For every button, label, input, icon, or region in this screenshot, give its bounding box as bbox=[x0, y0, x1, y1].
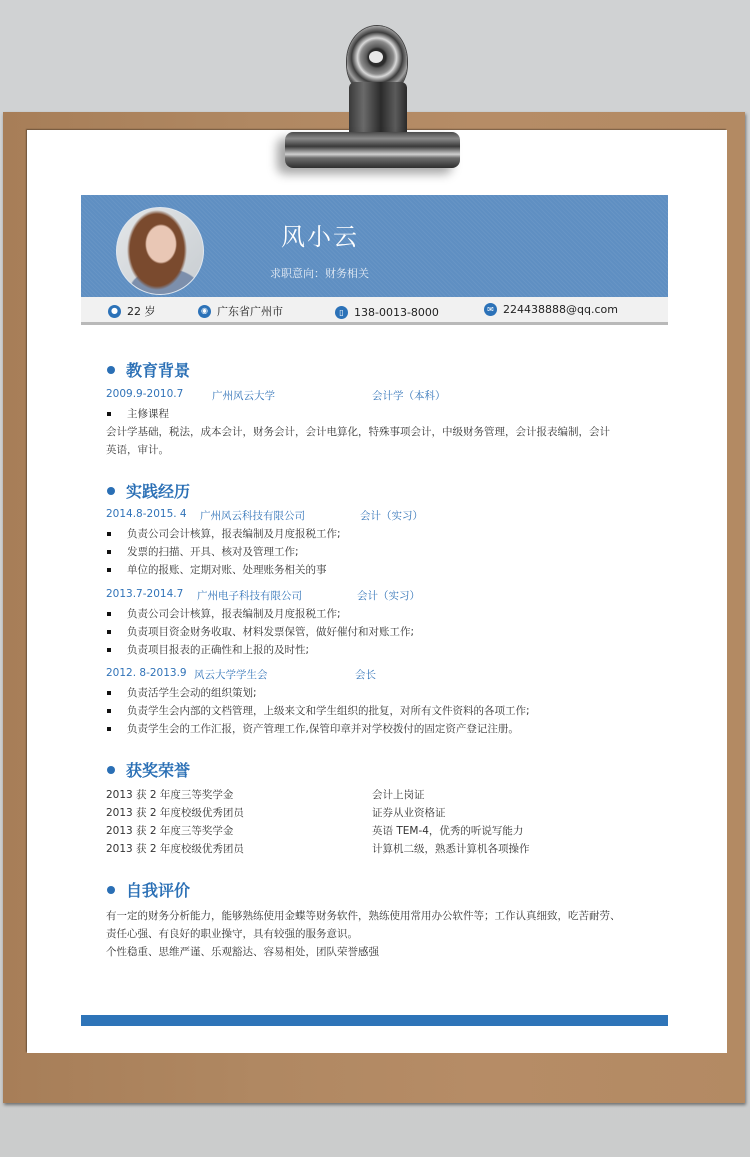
award-left: 2013 获 2 年度校级优秀团员 bbox=[106, 807, 244, 819]
section-title-self-eval bbox=[107, 878, 190, 901]
experience-role: 会计（实习） bbox=[360, 510, 423, 522]
email-info bbox=[484, 303, 618, 316]
age-info bbox=[108, 303, 156, 319]
experience-period: 2013.7-2014.7 bbox=[106, 588, 184, 600]
list-item bbox=[106, 526, 341, 541]
list-item bbox=[106, 642, 309, 657]
square-bullet-icon bbox=[107, 550, 111, 554]
experience-role: 会长 bbox=[355, 669, 376, 681]
resume-header bbox=[81, 195, 668, 297]
location-text: 广东省广州市 bbox=[217, 305, 283, 318]
person-icon: ● bbox=[108, 305, 121, 318]
bullet-text: 负责公司会计核算，报表编制及月度报税工作; bbox=[127, 608, 341, 620]
bullet-text: 负责项目资金财务收取、材料发票保管，做好催付和对账工作; bbox=[127, 626, 415, 638]
square-bullet-icon bbox=[107, 709, 111, 713]
square-bullet-icon bbox=[107, 532, 111, 536]
mail-icon: ✉ bbox=[484, 303, 497, 316]
binder-clip-icon bbox=[285, 24, 460, 172]
section-title-awards bbox=[107, 758, 190, 781]
list-item bbox=[106, 624, 414, 639]
square-bullet-icon bbox=[107, 630, 111, 634]
bullet-text: 负责项目报表的正确性和上报的及时性; bbox=[127, 644, 310, 656]
section-title-text: 教育背景 bbox=[126, 361, 191, 380]
courses-line-1: 会计学基础，税法，成本会计，财务会计，会计电算化，特殊事项会计，中级财务管理，会计报表编制，会计 bbox=[106, 426, 610, 438]
list-item bbox=[106, 721, 519, 736]
list-item bbox=[106, 562, 327, 577]
list-item bbox=[106, 406, 169, 421]
experience-org: 风云大学学生会 bbox=[194, 669, 268, 681]
award-left: 2013 获 2 年度校级优秀团员 bbox=[106, 843, 244, 855]
education-school: 广州风云大学 bbox=[212, 390, 275, 402]
clip-base bbox=[285, 132, 460, 168]
square-bullet-icon bbox=[107, 412, 111, 416]
self-eval-line: 有一定的财务分析能力，能够熟练使用金蝶等财务软件，熟练使用常用办公软件等；工作认真细致，吃苦耐劳、 bbox=[106, 910, 621, 922]
bullet-text: 单位的报账、定期对账、处理账务相关的事 bbox=[127, 564, 327, 576]
award-left: 2013 获 2 年度三等奖学金 bbox=[106, 825, 234, 837]
experience-period: 2014.8-2015. 4 bbox=[106, 508, 187, 520]
award-right: 计算机二级，熟悉计算机各项操作 bbox=[372, 843, 530, 855]
section-title-experience bbox=[107, 479, 190, 502]
section-title-text: 实践经历 bbox=[126, 482, 191, 501]
section-title-text: 自我评价 bbox=[126, 881, 191, 900]
self-eval-line: 责任心强、有良好的职业操守，具有较强的服务意识。 bbox=[106, 928, 358, 940]
courses-label: 主修课程 bbox=[127, 408, 169, 420]
section-title-text: 获奖荣誉 bbox=[126, 761, 191, 780]
award-left: 2013 获 2 年度三等奖学金 bbox=[106, 789, 234, 801]
education-major: 会计学（本科） bbox=[372, 390, 446, 402]
bullet-dot-icon bbox=[107, 366, 115, 374]
list-item bbox=[106, 685, 257, 700]
bullet-text: 负责公司会计核算，报表编制及月度报税工作; bbox=[127, 528, 341, 540]
bullet-text: 负责学生会内部的文档管理，上级来文和学生组织的批复，对所有文件资料的各项工作; bbox=[127, 705, 530, 717]
phone-info bbox=[335, 306, 439, 319]
award-right: 会计上岗证 bbox=[372, 789, 425, 801]
email-text: 224438888@qq.com bbox=[503, 303, 618, 316]
award-right: 证券从业资格证 bbox=[372, 807, 446, 819]
square-bullet-icon bbox=[107, 727, 111, 731]
education-period: 2009.9-2010.7 bbox=[106, 388, 184, 400]
award-right: 英语 TEM-4，优秀的听说写能力 bbox=[372, 825, 524, 837]
contact-info-bar bbox=[81, 297, 668, 325]
experience-role: 会计（实习） bbox=[357, 590, 420, 602]
square-bullet-icon bbox=[107, 648, 111, 652]
experience-org: 广州电子科技有限公司 bbox=[197, 590, 302, 602]
experience-org: 广州风云科技有限公司 bbox=[200, 510, 305, 522]
phone-icon: ▯ bbox=[335, 306, 348, 319]
bullet-dot-icon bbox=[107, 766, 115, 774]
list-item bbox=[106, 544, 299, 559]
courses-line-2: 英语，审计。 bbox=[106, 444, 169, 456]
location-pin-icon: ◉ bbox=[198, 305, 211, 318]
footer-bar bbox=[81, 1015, 668, 1026]
square-bullet-icon bbox=[107, 568, 111, 572]
list-item bbox=[106, 606, 341, 621]
location-info bbox=[198, 303, 283, 319]
phone-text: 138-0013-8000 bbox=[354, 306, 439, 319]
avatar bbox=[116, 207, 204, 295]
age-text: 22 岁 bbox=[127, 305, 156, 318]
experience-period: 2012. 8-2013.9 bbox=[106, 667, 187, 679]
job-intent: 求职意向：财务相关 bbox=[270, 267, 369, 280]
self-eval-line: 个性稳重、思维严谨、乐观豁达、容易相处，团队荣誉感强 bbox=[106, 946, 379, 958]
bullet-text: 发票的扫描、开具、核对及管理工作; bbox=[127, 546, 299, 558]
section-title-education bbox=[107, 358, 190, 381]
bullet-text: 负责活学生会动的组织策划; bbox=[127, 687, 257, 699]
square-bullet-icon bbox=[107, 612, 111, 616]
list-item bbox=[106, 703, 530, 718]
bullet-text: 负责学生会的工作汇报，资产管理工作,保管印章并对学校拨付的固定资产登记注册。 bbox=[127, 723, 519, 735]
candidate-name: 风小云 bbox=[281, 223, 359, 251]
bullet-dot-icon bbox=[107, 487, 115, 495]
bullet-dot-icon bbox=[107, 886, 115, 894]
square-bullet-icon bbox=[107, 691, 111, 695]
